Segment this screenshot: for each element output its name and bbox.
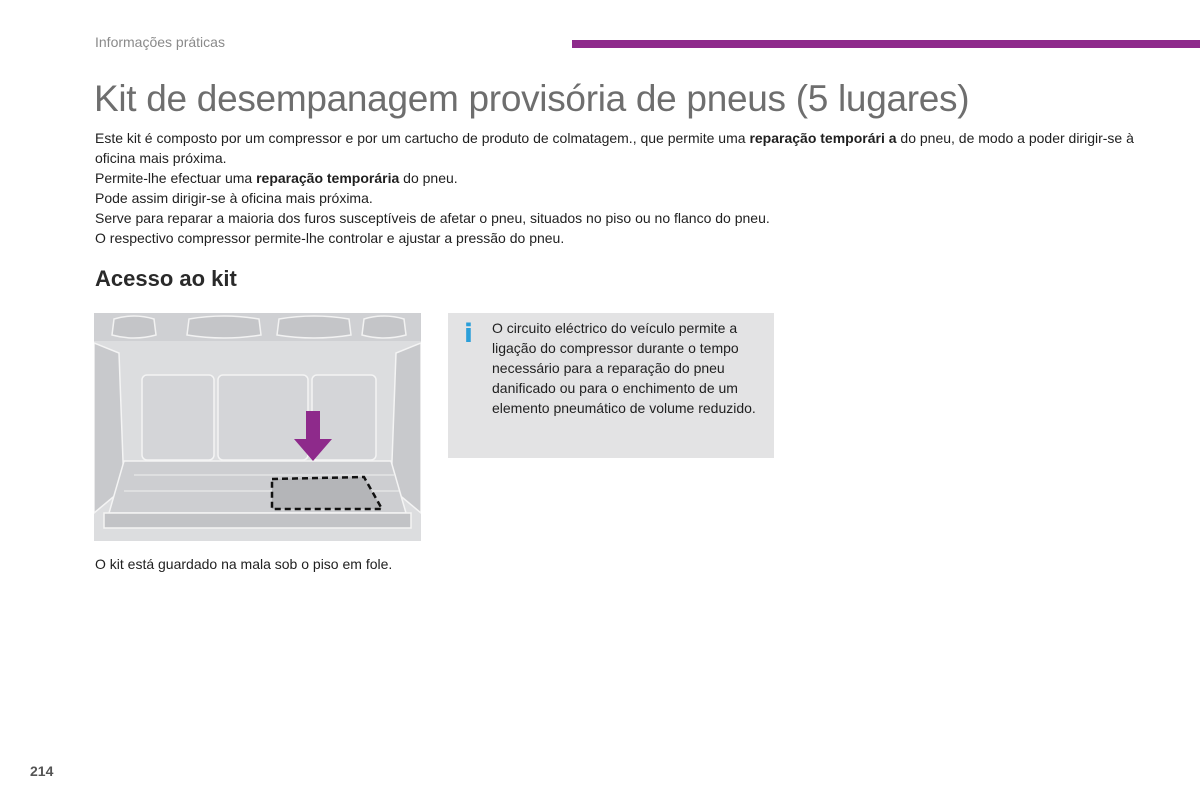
info-icon: i: [464, 319, 473, 349]
intro-paragraph-4: Serve para reparar a maioria dos furos susceptíveis de afetar o pneu, situados no piso ou no flanco do pneu.: [95, 210, 770, 226]
trunk-illustration: [94, 313, 421, 541]
page-title: Kit de desempanagem provisória de pneus (5 lugares): [94, 78, 970, 119]
intro-paragraph-2: Permite-lhe efectuar uma reparação temporária do pneu.: [95, 170, 458, 186]
info-box: [448, 313, 774, 458]
trunk-drawing: [94, 313, 421, 541]
page-number: 214: [30, 763, 54, 779]
intro-paragraph-5: O respectivo compressor permite-lhe controlar e ajustar a pressão do pneu.: [95, 230, 565, 246]
section-label: Informações práticas: [95, 34, 225, 50]
section-heading-access: Acesso ao kit: [95, 266, 237, 291]
intro-paragraph-3: Pode assim dirigir-se à oficina mais próxima.: [95, 190, 373, 206]
info-text: O circuito eléctrico do veículo permite a ligação do compressor durante o tempo necessário para a reparação do pneu danificado ou para o enchimento de um elemento pneumático de volume reduzido.: [492, 320, 756, 416]
intro-text: [95, 128, 1135, 248]
intro-paragraph-1: Este kit é composto por um compressor e por um cartucho de produto de colmatagem., que permite uma reparação temporári a do pneu, de modo a poder dirigir-se à oficina mais próxima.: [95, 130, 1134, 166]
header-accent-rule: [572, 40, 1200, 48]
figure-caption: O kit está guardado na mala sob o piso em fole.: [95, 556, 393, 572]
